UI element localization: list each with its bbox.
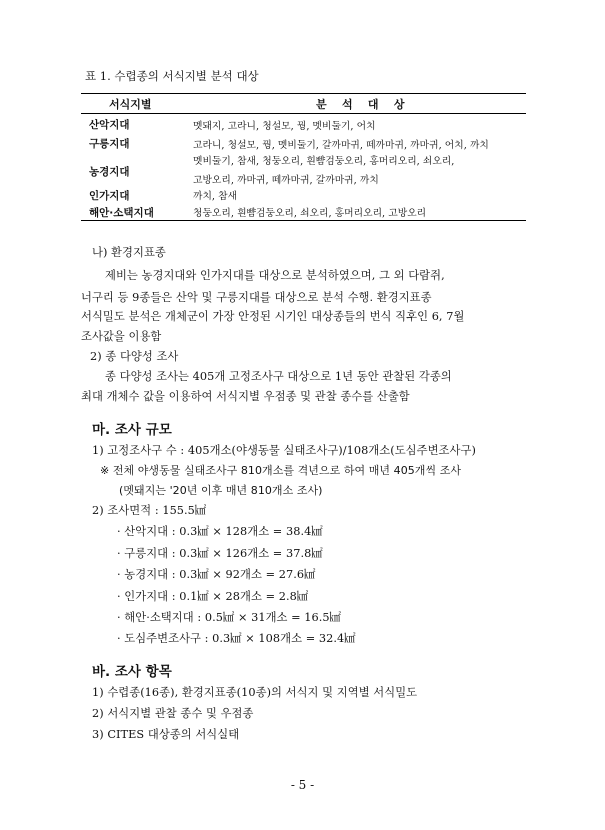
- page-number: - 5 -: [290, 778, 315, 792]
- table-zone-coastal: 해안·소택지대: [89, 207, 154, 219]
- table-zone-hill: 구릉지대: [89, 138, 130, 150]
- table-species-mountain: 멧돼지, 고라니, 청설모, 꿩, 멧비둘기, 어치: [193, 121, 376, 132]
- section-ma-title: 마. 조사 규모: [92, 422, 172, 438]
- section-ma-note-line2: (멧돼지는 '20년 이후 매년 810개소 조사): [119, 484, 323, 497]
- section-ba-title: 바. 조사 항목: [92, 664, 172, 680]
- section-diversity-para-line2: 최대 개체수 값을 이용하여 서식지별 우점종 및 관찰 종수를 산출함: [81, 390, 410, 403]
- area-hill: · 구릉지대 : 0.3㎢ × 126개소 = 37.8㎢: [117, 547, 323, 560]
- section-na-title: 나) 환경지표종: [92, 246, 166, 259]
- section-ba-item3: 3) CITES 대상종의 서식실태: [92, 728, 240, 741]
- area-residential: · 인가지대 : 0.1㎢ × 28개소 = 2.8㎢: [117, 590, 309, 603]
- table-zone-farmland: 농경지대: [89, 166, 130, 178]
- section-na-para1-line3: 서식밀도 분석은 개체군이 가장 안정된 시기인 대상종들의 번식 직후인 6, 7월: [81, 310, 465, 323]
- area-coastal: · 해안·소택지대 : 0.5㎢ × 31개소 = 16.5㎢: [117, 611, 341, 624]
- table-species-farmland-line2: 고방오리, 까마귀, 떼까마귀, 갈까마귀, 까치: [193, 175, 379, 186]
- section-ma-item1: 1) 고정조사구 수 : 405개소(야생동물 실태조사구)/108개소(도심주변조사구): [92, 444, 476, 457]
- section-na-para1-line4: 조사값을 이용함: [81, 330, 162, 343]
- table-top-rule: [81, 93, 526, 94]
- area-urban: · 도심주변조사구 : 0.3㎢ × 108개소 = 32.4㎢: [117, 632, 356, 645]
- table-caption: 표 1. 수렵종의 서식지별 분석 대상: [85, 69, 259, 83]
- table-species-coastal: 청둥오리, 흰뺨검둥오리, 쇠오리, 홍머리오리, 고방오리: [193, 208, 427, 219]
- table-species-hill: 고라니, 청설모, 꿩, 멧비둘기, 갈까마귀, 떼까마귀, 까마귀, 어치, 까치: [193, 140, 489, 151]
- section-species-diversity-title: 2) 종 다양성 조사: [90, 350, 179, 363]
- table-bottom-rule: [81, 220, 526, 221]
- section-na-para1-line1: 제비는 농경지대와 인가지대를 대상으로 분석하였으며, 그 외 다람쥐,: [105, 269, 445, 282]
- habitat-species-table: [81, 93, 526, 223]
- table-header-rule: [81, 113, 526, 114]
- section-ma-item2: 2) 조사면적 : 155.5㎢: [92, 504, 207, 517]
- section-na-para1-line2: 너구리 등 9종들은 산악 및 구릉지대를 대상으로 분석 수행. 환경지표종: [81, 291, 432, 304]
- section-ba-item1: 1) 수렵종(16종), 환경지표종(10종)의 서식지 및 지역별 서식밀도: [92, 686, 418, 699]
- table-zone-mountain: 산악지대: [89, 119, 130, 131]
- area-farmland: · 농경지대 : 0.3㎢ × 92개소 = 27.6㎢: [117, 568, 316, 581]
- table-species-farmland-line1: 멧비둘기, 참새, 청둥오리, 흰뺨검둥오리, 홍머리오리, 쇠오리,: [193, 156, 455, 167]
- table-header-target: 분 석 대 상: [316, 98, 405, 111]
- section-ba-item2: 2) 서식지별 관찰 종수 및 우점종: [92, 707, 254, 720]
- section-diversity-para-line1: 종 다양성 조사는 405개 고정조사구 대상으로 1년 동안 관찰된 각종의: [105, 370, 452, 383]
- table-species-residential: 까치, 참새: [193, 191, 238, 202]
- table-header-habitat: 서식지별: [109, 98, 152, 111]
- section-ma-note-line1: ※ 전체 야생동물 실태조사구 810개소를 격년으로 하여 매년 405개씩 조사: [100, 464, 462, 477]
- area-mountain: · 산악지대 : 0.3㎢ × 128개소 = 38.4㎢: [117, 525, 323, 538]
- table-zone-residential: 인가지대: [89, 190, 130, 202]
